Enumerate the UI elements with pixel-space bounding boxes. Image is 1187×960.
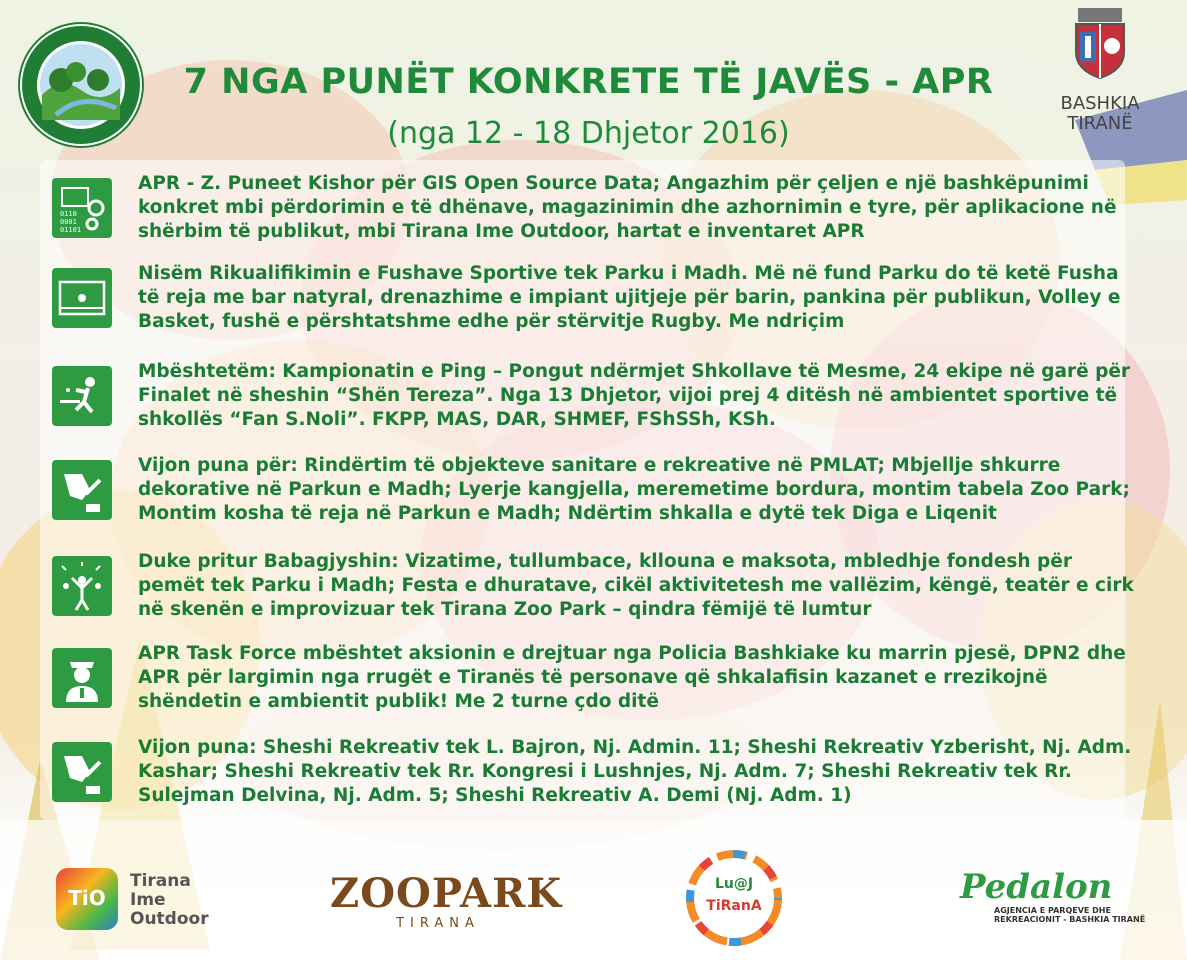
item-text: Vijon puna: Sheshi Rekreativ tek L. Bajron, Nj. Admin. 11; Sheshi Rekreativ Yzberisht, Nj. Adm. Kashar; Sheshi Rekreativ tek Rr. Kongresi i Lushnjes, Nj. Adm. 7; Sheshi Rekreativ tek Rr. Sulejman Delvina, Nj. Adm. 5; Sheshi Rekreativ A. Demi (Nj. Adm. 1) — [138, 737, 1132, 806]
luaj-line2: TiRanA — [706, 898, 762, 914]
item-text: Duke pritur Babagjyshin: Vizatime, tullumbace, kllouna e maksota, mbledhje fondesh për pemët tek Parku i Madh; Festa e dhuratave, cikël aktivitetesh me vallëzim, këngë, teatër e cirk në skenën e improvizuar tek Tirana Zoo Park – qindra fëmijë të lumtur — [138, 551, 1134, 620]
football-field-icon — [52, 268, 112, 328]
tio-line2: Ime — [130, 890, 166, 910]
page-title: 7 NGA PUNËT KONKRETE TË JAVËS - APR — [183, 62, 994, 102]
construction-icon — [52, 742, 112, 802]
tirana-ime-outdoor-logo — [56, 868, 226, 932]
luaj-line1: Lu@J — [714, 876, 754, 892]
zoopark-subtitle: TIRANA — [396, 916, 480, 931]
tio-line1: Tirana — [130, 871, 191, 891]
tio-badge-text: TiO — [68, 886, 106, 910]
item-text: Vijon puna për: Rindërtim të objekteve sanitare e rekreative në PMLAT; Mbjellje shkurre dekorative në Parkun e Madh; Lyerje kangjella, meremetime bordura, montim tabela Zoo Park; Montim kosha të reja në Parkun e Madh; Ndërtim shkalla e dytë tek Diga e Liqenit — [138, 455, 1130, 524]
svg-text:01101: 01101 — [60, 226, 82, 234]
item-text: APR Task Force mbështet aksionin e drejtuar nga Policia Bashkiake ku marrin pjesë, DPN2 dhe APR për largimin nga rrugët e Tiranës të personave që shkalafisin kazanet e rrezikojnë shëndetin e ambientit publik! Me 2 turne çdo ditë — [138, 643, 1126, 712]
item-text: Mbështetëm: Kampionatin e Ping – Pongut ndërmjet Shkollave të Mesme, 24 ekipe në garë për Finalet në sheshin “Shën Tereza”. Nga 13 Dhjetor, vijoi prej 4 ditësh në ambientet sportive të shkollës “Fan S.Noli”. FKPP, MAS, DAR, SHMEF, FShSSh, KSh. — [138, 361, 1131, 430]
celebration-icon — [52, 556, 112, 616]
zoopark-logo — [330, 870, 563, 942]
svg-text:0110: 0110 — [60, 210, 77, 218]
pedalon-title: Pedalon — [960, 867, 1113, 907]
pedalon-sub2: REKREACIONIT - BASHKIA TIRANË — [994, 915, 1146, 924]
zoopark-title: ZOOPARK — [330, 870, 563, 917]
pedalon-sub1: AGJENCIA E PARQEVE DHE — [994, 906, 1111, 915]
item-text: Nisëm Rikualifikimin e Fushave Sportive tek Parku i Madh. Më në fund Parku do të ketë Fusha të reja me bar natyral, drenazhime e impiant ujitjeje për barin, pankina për publikun, Volley e Basket, fushë e përshtatshme edhe për stërvitje Rugby. Me ndriçim — [138, 263, 1121, 332]
pedalon-logo — [960, 868, 1150, 948]
police-officer-icon — [52, 648, 112, 708]
item-text: APR - Z. Puneet Kishor për GIS Open Source Data; Angazhim për çeljen e një bashkëpunimi konkret mbi përdorimin e të dhënave, magazinimin dhe azhornimin e tyre, për aplikacione në shërbim të publikut, mbi Tirana Ime Outdoor, hartat e inventaret APR — [138, 173, 1117, 242]
luaj-tirana-logo — [684, 848, 784, 948]
svg-text:0001: 0001 — [60, 218, 77, 226]
ping-pong-icon — [52, 366, 112, 426]
construction-icon — [52, 460, 112, 520]
tio-line3: Outdoor — [130, 909, 209, 929]
page-subtitle: (nga 12 - 18 Dhjetor 2016) — [387, 116, 790, 151]
tirana-line1: BASHKIA — [1060, 93, 1140, 114]
data-gears-icon — [52, 178, 112, 238]
tirana-line2: TIRANË — [1067, 113, 1133, 134]
